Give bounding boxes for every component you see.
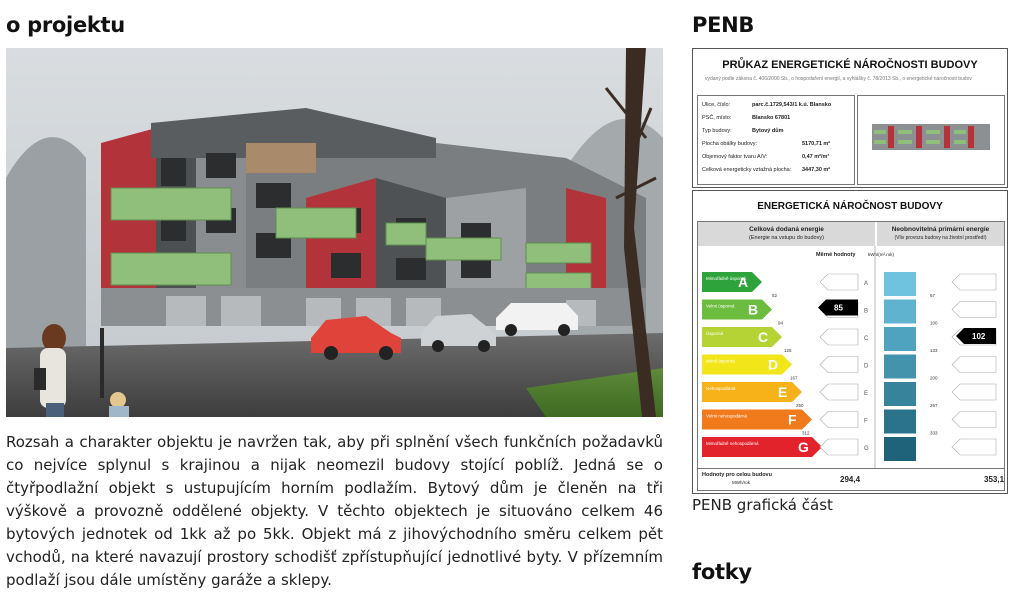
total-left-value: 294,4 xyxy=(840,475,861,484)
total-right-value: 353,1 xyxy=(984,475,1005,484)
left-marker-slot xyxy=(820,384,858,400)
section-heading-penb: PENB xyxy=(692,13,755,37)
class-letter-g: G xyxy=(798,439,809,455)
totals-row xyxy=(698,468,1004,491)
section-heading-photos: fotky xyxy=(692,560,752,584)
left-marker-slot xyxy=(820,412,858,428)
scale-frame xyxy=(697,221,1005,491)
right-marker-slot xyxy=(952,357,996,373)
info-label: Ulice, číslo: xyxy=(702,102,731,108)
info-label: Typ budovy: xyxy=(702,128,732,134)
class-arrow-a xyxy=(702,272,762,292)
right-marker-slot xyxy=(952,439,996,455)
totals-label: Hodnoty pro celou budovu xyxy=(702,472,772,478)
left-slot-letter: D xyxy=(864,363,869,370)
energy-scale-graphic xyxy=(698,222,1004,490)
left-limit: 312 xyxy=(802,430,810,436)
certificate-info-box xyxy=(697,95,855,185)
totals-unit: MWh/rok xyxy=(732,480,750,485)
class-label: Velmi nehospodárná xyxy=(706,413,748,419)
building-render-image xyxy=(6,48,663,417)
class-arrow-d xyxy=(702,355,792,375)
right-limit: 267 xyxy=(930,403,938,408)
right-limit: 67 xyxy=(930,293,936,298)
class-letter-e: E xyxy=(778,384,788,400)
primary-energy-bar xyxy=(884,272,916,296)
class-letter-b: B xyxy=(748,301,759,318)
class-label: Mimořádně nehospodárná xyxy=(706,441,759,446)
penb-caption[interactable]: PENB grafická část xyxy=(692,496,833,514)
primary-energy-marker-value: 102 xyxy=(972,332,986,341)
left-limit: 125 xyxy=(784,348,792,353)
info-value: Blansko 67801 xyxy=(752,115,791,121)
class-letter-a: A xyxy=(738,274,749,290)
penb-energy-scale[interactable] xyxy=(692,190,1008,494)
left-limit: 52 xyxy=(772,293,778,298)
section-heading-project: o projektu xyxy=(6,13,125,37)
class-label: Mimořádně úsporná xyxy=(706,276,747,281)
building-thumbnail xyxy=(857,95,1005,185)
left-slot-letter: A xyxy=(864,281,869,287)
class-label: Nehospodárná xyxy=(706,386,736,391)
right-marker-slot xyxy=(952,302,996,318)
certificate-title: PRŮKAZ ENERGETICKÉ NÁROČNOSTI BUDOVY xyxy=(722,59,978,71)
class-letter-f: F xyxy=(788,411,797,428)
class-letter-c: C xyxy=(758,329,769,345)
info-value: 3447,30 m² xyxy=(802,167,831,173)
specific-values-unit: kWh/(m².rok) xyxy=(868,252,894,257)
left-slot-letter: C xyxy=(864,336,869,342)
col-right-title: Neobnovitelná primární energie xyxy=(891,226,990,233)
primary-energy-bar xyxy=(884,382,916,406)
info-label: Celková energeticky vztažná plocha: xyxy=(702,167,792,173)
specific-values-label: Měrné hodnoty xyxy=(816,252,856,258)
col-right-sub: (Vliv provozu budovy na životní prostředí) xyxy=(894,235,987,241)
info-label: PSČ, místo: xyxy=(702,115,732,121)
col-left-sub: (Energie na vstupu do budovy) xyxy=(749,235,824,241)
class-label: Úsporná xyxy=(706,331,724,336)
left-slot-letter: B xyxy=(864,308,869,315)
info-value: 0,47 m²/m³ xyxy=(802,154,830,160)
info-value: Bytový dům xyxy=(752,128,784,134)
left-limit: 94 xyxy=(778,320,784,326)
right-limit: 200 xyxy=(930,375,938,381)
right-limit: 333 xyxy=(930,430,938,436)
primary-energy-bar xyxy=(884,327,916,351)
left-marker-slot xyxy=(820,357,858,373)
left-slot-letter: G xyxy=(864,446,869,452)
scale-title: ENERGETICKÁ NÁROČNOST BUDOVY xyxy=(757,201,943,212)
info-value: 5170,71 m² xyxy=(802,141,831,147)
right-limit: 100 xyxy=(930,320,938,326)
left-marker-slot xyxy=(820,329,858,345)
delivered-energy-marker-value: 85 xyxy=(834,303,843,313)
project-description: Rozsah a charakter objektu je navržen tak, aby při splnění všech funkčních požadavků co nejvíce splynul s krajinou a nijak neomezil budovy stojící poblíž. Jedná se o čtyřpodlažní objekt s ustupujícím horním podlažím. Bytový dům je členěn na tři výškově a provozně oddělené objekty. V těchto objektech je situováno celkem 46 bytových jednotek od 1kk až po 5kk. Objekt má z jihovýchodního směru celkem pět vchodů, na které navazují prostory schodišť zpřístupňující jednotlivé byty. V přízemním podlaží jsou dále umístěny garáže a sklepy. xyxy=(6,433,663,589)
class-arrow-b xyxy=(702,300,772,320)
primary-energy-bar xyxy=(884,300,916,324)
class-arrow-c xyxy=(702,327,782,347)
info-value: parc.č.1729,543/1 k.ú. Blansko xyxy=(752,102,832,108)
right-marker-slot xyxy=(952,384,996,400)
left-slot-letter: F xyxy=(864,418,868,425)
class-label: Velmi úsporná xyxy=(706,303,735,309)
class-label: Méně úsporná xyxy=(706,358,735,364)
right-marker-slot xyxy=(952,412,996,428)
col-left-title: Celková dodaná energie xyxy=(749,226,824,233)
info-label: Plocha obálky budovy: xyxy=(702,141,758,147)
certificate-subtitle: vydaný podle zákona č. 406/2000 Sb., o hospodaření energií, a vyhlášky č. 78/2013 Sb., o energetické náročnosti budov xyxy=(705,76,972,82)
primary-energy-bar xyxy=(884,437,916,461)
primary-energy-bar xyxy=(884,355,916,379)
left-marker-slot xyxy=(820,439,858,455)
penb-certificate-header[interactable] xyxy=(692,48,1008,188)
left-limit: 167 xyxy=(790,375,798,381)
right-limit: 133 xyxy=(930,348,938,353)
info-label: Objemový faktor tvaru A/V: xyxy=(702,154,768,160)
primary-energy-bar xyxy=(884,410,916,434)
right-marker-slot xyxy=(952,274,996,290)
class-letter-d: D xyxy=(768,356,779,373)
left-limit: 250 xyxy=(796,403,804,408)
left-slot-letter: E xyxy=(864,391,869,397)
left-marker-slot xyxy=(820,274,858,290)
